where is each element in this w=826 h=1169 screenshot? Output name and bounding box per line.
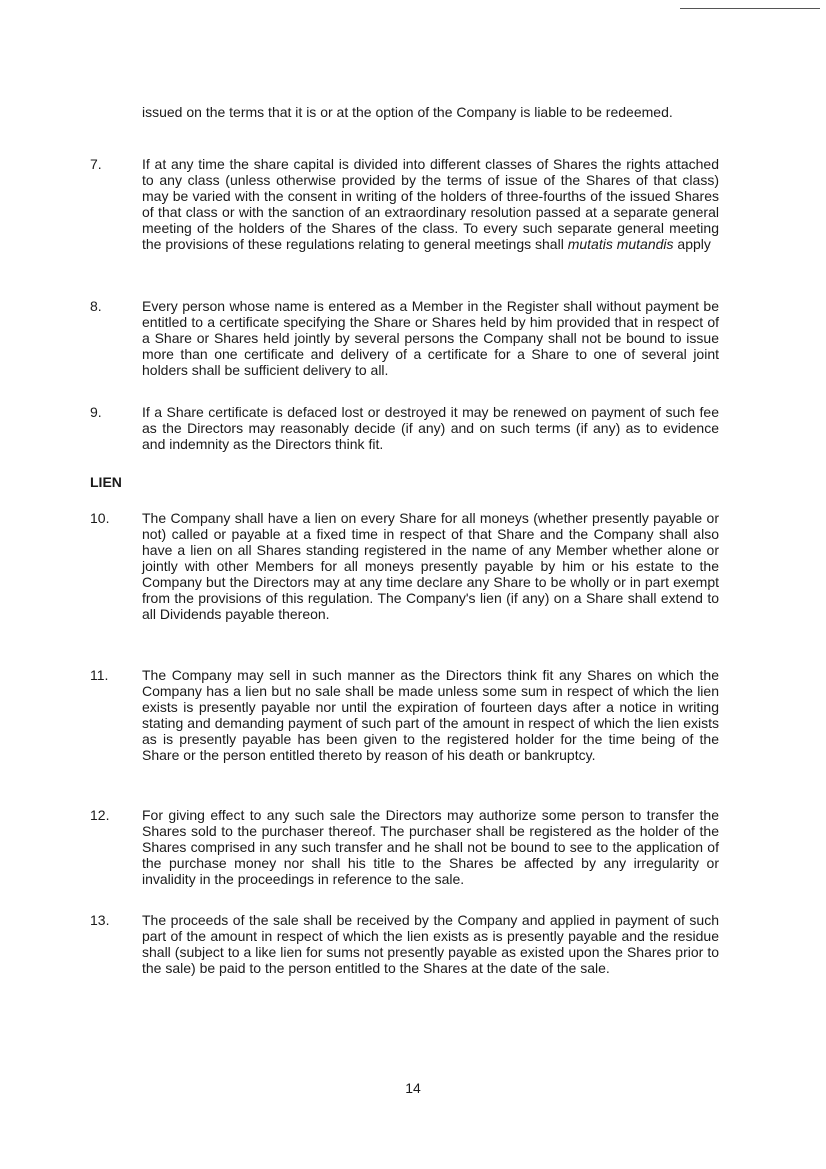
clause-number: 13. (90, 912, 110, 928)
clause-text: The proceeds of the sale shall be received by the Company and applied in payment of such part of the amount in respect of which the lien exists as is presently payable and the residue shall (subject to a like lien for sums not presently payable as existed upon the Shares prior to the sale) be paid to the person entitled to the Shares at the date of the sale. (142, 912, 719, 976)
continued-paragraph: issued on the terms that it is or at the option of the Company is liable to be redeemed. (142, 104, 673, 120)
clause-text (142, 156, 719, 252)
clause-text: The Company may sell in such manner as the Directors think fit any Shares on which the Company has a lien but no sale shall be made unless some sum in respect of which the lien exists is presently payable nor until the expiration of fourteen days after a notice in writing stating and demanding payment of such part of the amount in respect of which the lien exists as is presently payable has been given to the registered holder for the time being of the Share or the person entitled thereto by reason of his death or bankruptcy. (142, 667, 719, 763)
clause-text: If a Share certificate is defaced lost or destroyed it may be renewed on payment of such fee as the Directors may reasonably decide (if any) and on such terms (if any) as to evidence and indemnity as the Directors think fit. (142, 404, 719, 452)
clause-text-part: apply (673, 236, 711, 252)
clause-number: 9. (90, 404, 102, 420)
page-number: 14 (405, 1080, 421, 1096)
clause-text: The Company shall have a lien on every Share for all moneys (whether presently payable or not) called or payable at a fixed time in respect of that Share and the Company shall also have a lien on all Shares standing registered in the name of any Member whether alone or jointly with other Members for all moneys presently payable by him or his estate to the Company but the Directors may at any time declare any Share to be wholly or in part exempt from the provisions of this regulation. The Company's lien (if any) on a Share shall extend to all Dividends payable thereon. (142, 510, 719, 622)
clause-number: 11. (90, 667, 109, 683)
clause-text-part: If at any time the share capital is divided into different classes of Shares the rights attached to any class (unless otherwise provided by the terms of issue of the Shares of that class) may be varied with the consent in writing of the holders of three-fourths of the issued Shares of that class or with the sanction of an extraordinary resolution passed at a separate general meeting of the holders of the Shares of the class. To every such separate general meeting the provisions of these regulations relating to general meetings shall (142, 156, 719, 252)
clause-text: Every person whose name is entered as a Member in the Register shall without payment be entitled to a certificate specifying the Share or Shares held by him provided that in respect of a Share or Shares held jointly by several persons the Company shall not be bound to issue more than one certificate and delivery of a certificate for a Share to one of several joint holders shall be sufficient delivery to all. (142, 298, 719, 378)
clause-text-italic: mutatis mutandis (567, 236, 674, 252)
clause-text: For giving effect to any such sale the Directors may authorize some person to transfer the Shares sold to the purchaser thereof. The purchaser shall be registered as the holder of the Shares comprised in any such transfer and he shall not be bound to see to the application of the purchase money nor shall his title to the Shares be affected by any irregularity or invalidity in the proceedings in reference to the sale. (142, 807, 719, 887)
clause-number: 10. (90, 510, 110, 526)
header-rule (680, 8, 820, 9)
clause-number: 7. (90, 156, 102, 172)
clause-number: 12. (90, 807, 110, 823)
section-heading: LIEN (90, 474, 122, 490)
clause-number: 8. (90, 298, 102, 314)
